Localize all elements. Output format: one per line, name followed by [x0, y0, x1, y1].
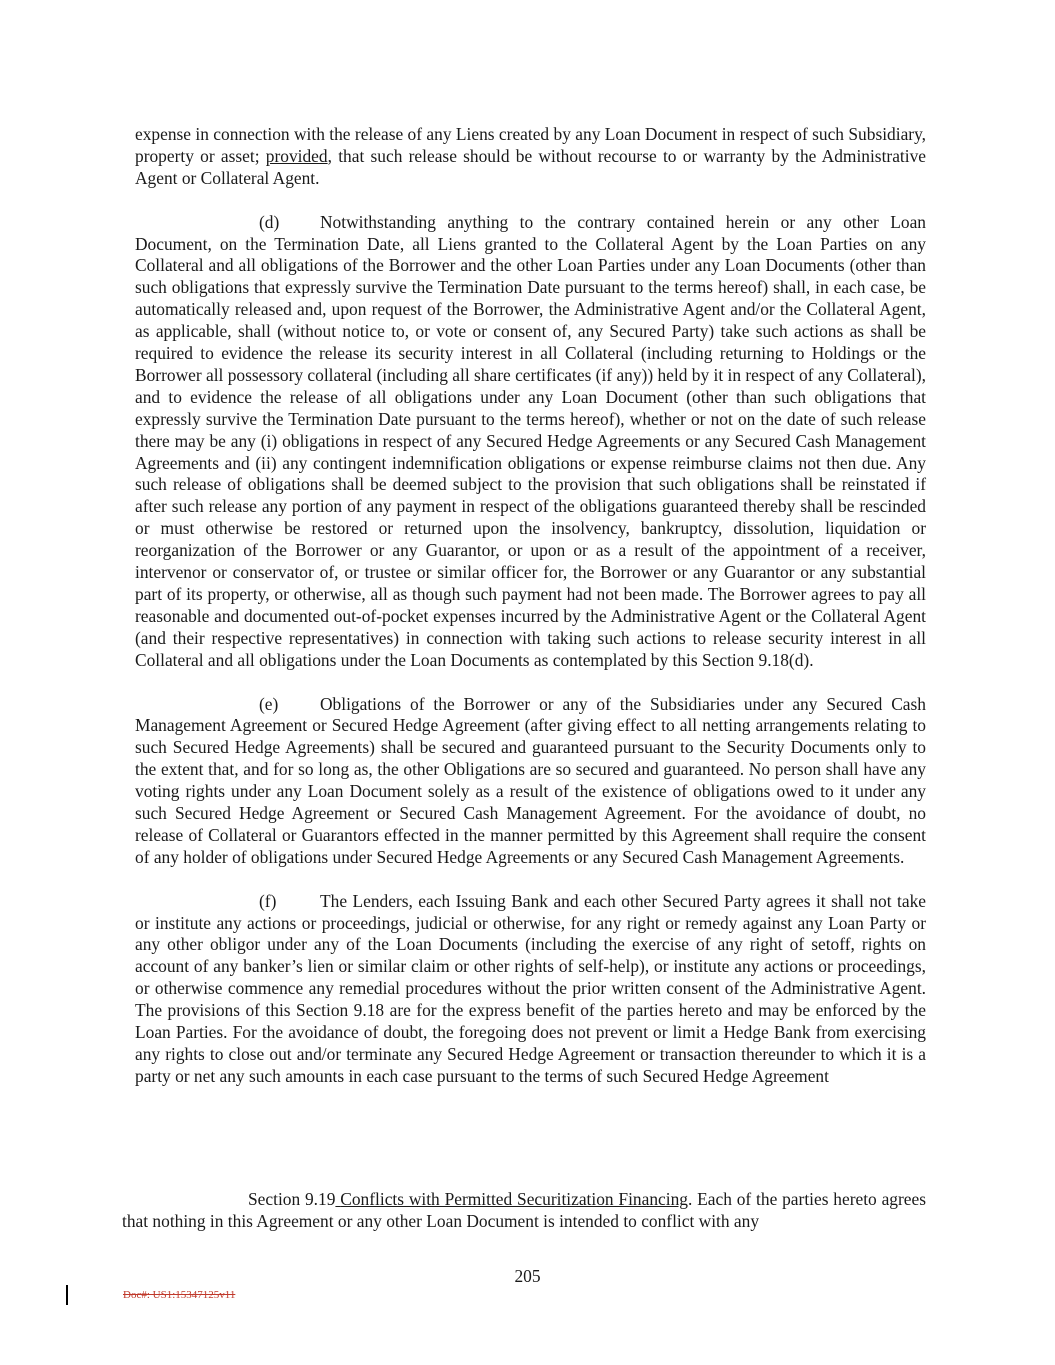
document-body [135, 124, 926, 1088]
paragraph-c-continuation: expense in connection with the release of any Liens created by any Loan Document in respect of such Subsidiary, property or asset; provided, that such release should be without recourse to or warranty by the Administrative Agent or Collateral Agent. [135, 124, 926, 188]
paragraph-d [135, 212, 926, 672]
paragraph-e-text: Obligations of the Borrower or any of the Subsidiaries under any Secured Cash Management Agreement or Secured Hedge Agreement (after giving effect to all netting arrangements relating to such Secured Hedge Agreements) shall be secured and guaranteed pursuant to the Security Documents only to the extent that, and for so long as, the other Obligations are so secured and guaranteed. No person shall have any voting rights under any Loan Document solely as a result of the existence of obligations owed to it under any such Secured Hedge Agreement or Secured Cash Management Agreement. For the avoidance of doubt, no release of Collateral or Guarantors effected in the manner permitted by this Agreement shall require the consent of any holder of obligations under Secured Hedge Agreements or any Secured Cash Management Agreements. [135, 693, 926, 867]
paragraph-f-text: The Lenders, each Issuing Bank and each other Secured Party agrees it shall not take or institute any actions or proceedings, judicial or otherwise, for any right or remedy against any Loan Party or any other obligor under any of the Loan Documents (including the exercise of any right of setoff, rights on account of any banker’s lien or similar claim or other rights of self-help), or institute any actions or proceedings, or otherwise commence any remedial procedures without the prior written consent of the Administrative Agent. The provisions of this Section 9.18 are for the express benefit of the parties hereto and may be enforced by the Loan Parties. For the avoidance of doubt, the foregoing does not prevent or limit a Hedge Bank from exercising any rights to close out and/or terminate any Secured Hedge Agreement or transaction thereunder to which it is a party or net any such amounts in each case pursuant to the terms of such Secured Hedge Agreement [135, 890, 926, 1086]
paragraph-d-text: Notwithstanding anything to the contrary contained herein or any other Loan Document, on the Termination Date, all Liens granted to the Collateral Agent by the Loan Parties on any Collateral and all obligations of the Borrower and the other Loan Parties under any Loan Documents (other than such obligations that expressly survive the Termination Date pursuant to the terms hereof) shall, in each case, be automatically released and, upon request of the Borrower, the Administrative Agent and/or the Collateral Agent, as applicable, shall (without notice to, or vote or consent of, any Secured Party) take such actions as shall be required to evidence the release its security interest in all Collateral (including returning to Holdings or the Borrower all possessory collateral (including all share certificates (if any)) held by it in respect of any Collateral), and to evidence the release of all obligations under any Loan Document (other than such obligations that expressly survive the Termination Date pursuant to the terms hereof), whether or not on the date of such release there may be any (i) obligations in respect of any Secured Hedge Agreements or any Secured Cash Management Agreements and (ii) any contingent indemnification obligations or expense reimburse claims not then due. Any such release of obligations shall be deemed subject to the provision that such obligations shall be reinstated if after such release any portion of any payment in respect of the obligations guaranteed thereby shall be rescinded or must otherwise be restored or returned upon the insolvency, bankruptcy, dissolution, liquidation or reorganization of the Borrower or any Guarantor, or upon or as a result of the appointment of a receiver, intervenor or conservator of, or trustee or similar officer for, the Borrower or any Guarantor or any substantial part of its property, or otherwise, all as though such payment had not been made. The Borrower agrees to pay all reasonable and documented out-of-pocket expenses incurred by the Administrative Agent or the Collateral Agent (and their respective representatives) in connection with taking such actions to release security interest in all Collateral and all obligations under the Loan Documents as contemplated by this Section 9.18(d). [135, 211, 926, 670]
paragraph-f [135, 891, 926, 1088]
section-9-19 [122, 1189, 926, 1233]
paragraph-e-label: (e) [259, 693, 279, 714]
document-id: Doc#: US1:15347125v11 [123, 1289, 236, 1301]
paragraph-e [135, 694, 926, 869]
paragraph-f-label: (f) [259, 890, 277, 911]
section-9-19-text: . Each of the parties hereto agrees that nothing in this Agreement or any other Loan Document is intended to conflict with any [122, 1189, 926, 1231]
change-bar [66, 1285, 68, 1305]
section-9-19-title: Conflicts with Permitted Securitization Financing [340, 1189, 688, 1209]
page-number: 205 [514, 1266, 541, 1286]
section-9-19-number: Section 9.19 [248, 1189, 336, 1209]
paragraph-d-label: (d) [259, 211, 280, 232]
provided-underlined: provided [265, 145, 328, 166]
